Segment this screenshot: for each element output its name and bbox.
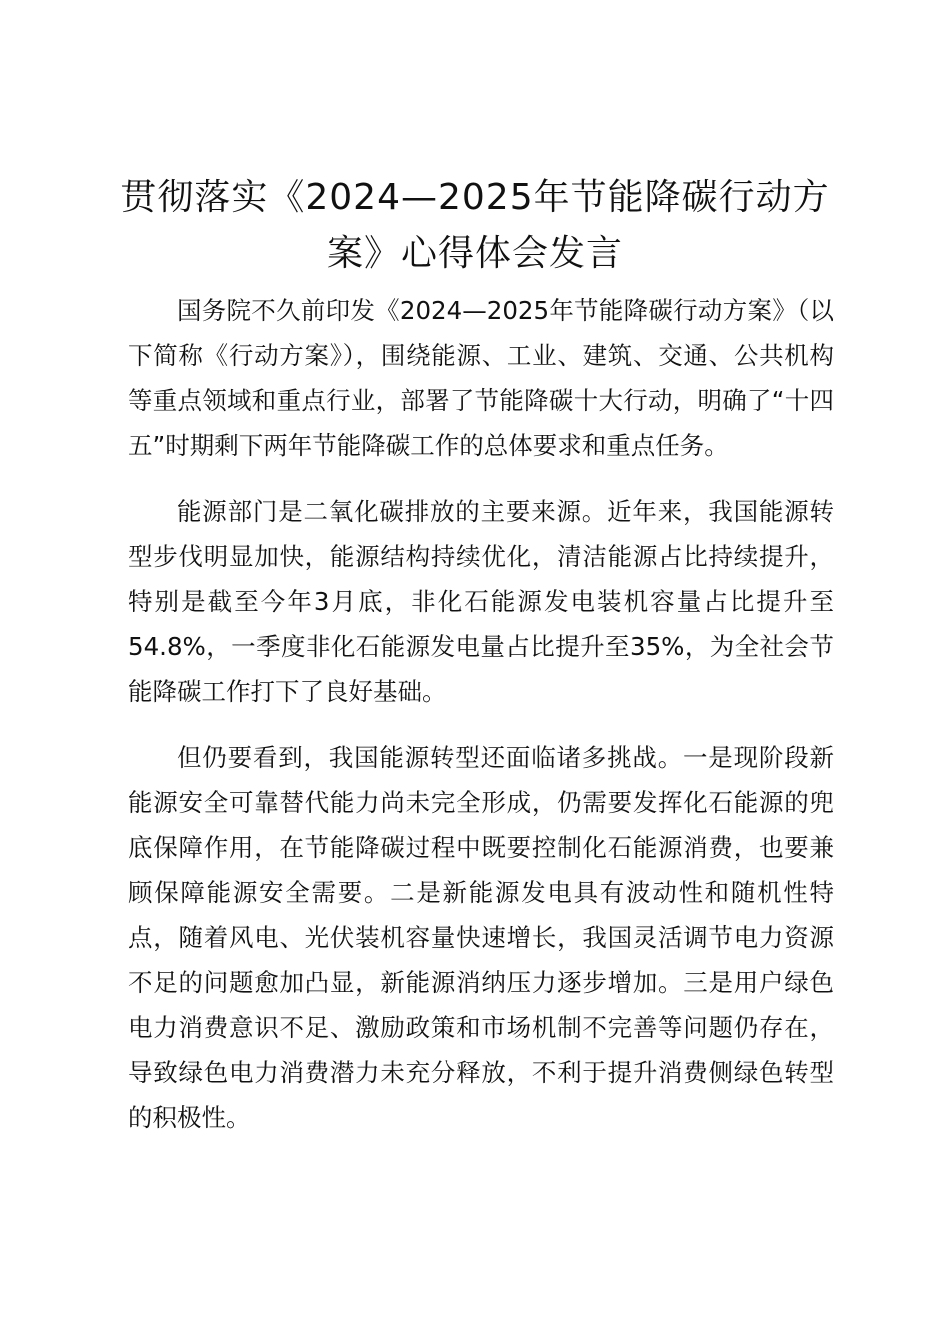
paragraph-intro: 国务院不久前印发《2024—2025年节能降碳行动方案》（以下简称《行动方案》），围绕能源、工业、建筑、交通、公共机构等重点领域和重点行业，部署了节能降碳十大行动，明确了“十四五”时期剩下两年节能降碳工作的总体要求和重点任务。: [128, 296, 834, 460]
document-body: [128, 288, 834, 1161]
paragraph-energy-sector: 能源部门是二氧化碳排放的主要来源。近年来，我国能源转型步伐明显加快，能源结构持续优化，清洁能源占比持续提升，特别是截至今年3月底，非化石能源发电装机容量占比提升至54.8%，一季度非化石能源发电量占比提升至35%，为全社会节能降碳工作打下了良好基础。: [128, 497, 834, 706]
document-title: 贯彻落实《2024—2025年节能降碳行动方案》心得体会发言: [120, 177, 830, 274]
paragraph-challenges: 但仍要看到，我国能源转型还面临诸多挑战。一是现阶段新能源安全可靠替代能力尚未完全形成，仍需要发挥化石能源的兜底保障作用，在节能降碳过程中既要控制化石能源消费，也要兼顾保障能源安全需要。二是新能源发电具有波动性和随机性特点，随着风电、光伏装机容量快速增长，我国灵活调节电力资源不足的问题愈加凸显，新能源消纳压力逐步增加。三是用户绿色电力消费意识不足、激励政策和市场机制不完善等问题仍存在，导致绿色电力消费潜力未充分释放，不利于提升消费侧绿色转型的积极性。: [128, 743, 834, 1132]
